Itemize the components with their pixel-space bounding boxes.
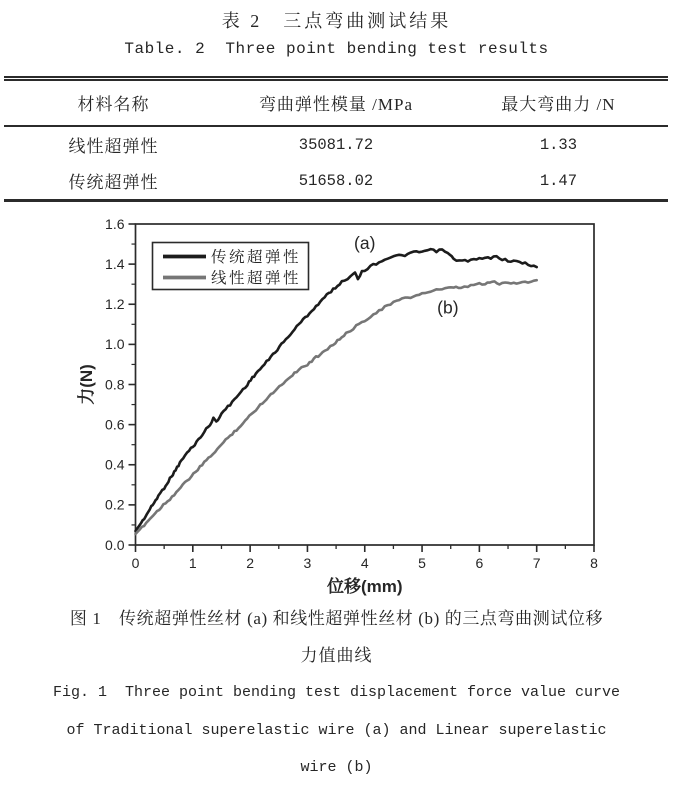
figure-caption-en-line1: Fig. 1 Three point bending test displacement force value curve [52, 684, 621, 701]
material-name-cell: 传统超弹性 [68, 173, 159, 192]
x-tick-label: 7 [532, 555, 541, 571]
x-tick-label: 3 [303, 555, 312, 571]
y-tick-label: 0.2 [105, 496, 125, 513]
table-title-en: Table. 2 Three point bending test results [124, 40, 549, 58]
figure-caption-en-line3: wire (b) [300, 759, 373, 776]
y-tick-label: 1.0 [105, 336, 125, 353]
material-name-cell: 线性超弹性 [68, 137, 159, 156]
value-cell: 51658.02 [298, 171, 374, 190]
x-tick-label: 4 [360, 555, 369, 571]
x-tick-label: 5 [418, 555, 426, 571]
column-header: 最大弯曲力 /N [449, 79, 668, 127]
curve-traditional-superelastic [136, 249, 537, 531]
column-header: 材料名称 [4, 79, 223, 127]
curve-linear-superelastic [136, 280, 537, 534]
y-tick-label: 0.0 [105, 536, 125, 553]
x-tick-label: 0 [131, 555, 140, 571]
x-tick-label: 2 [246, 555, 255, 571]
curve-annotation: (b) [437, 297, 459, 318]
column-header: 弯曲弹性模量 /MPa [223, 79, 449, 127]
bending-results-table-wrap [4, 76, 668, 202]
table-title-cn: 表 2 三点弯曲测试结果 [221, 11, 452, 31]
value-cell: 35081.72 [298, 135, 374, 154]
y-tick-label: 1.6 [105, 215, 125, 232]
y-tick-label: 0.4 [105, 456, 125, 473]
table-header-row [4, 79, 668, 127]
bending-test-chart [0, 195, 673, 605]
x-tick-label: 6 [475, 555, 484, 571]
x-tick-label: 1 [188, 555, 197, 571]
y-axis-label: 力(N) [77, 364, 96, 405]
curve-annotation: (a) [354, 233, 376, 254]
x-tick-label: 8 [590, 555, 598, 571]
figure-caption-en-line2: of Traditional superelastic wire (a) and Linear superelastic [66, 722, 607, 739]
figure-caption-cn-line2: 力值曲线 [300, 646, 373, 665]
legend-entry-label: 传统超弹性 [211, 249, 302, 266]
table-body [4, 126, 668, 201]
value-cell: 1.47 [539, 171, 578, 190]
y-tick-label: 1.4 [105, 255, 125, 272]
bending-results-table [4, 76, 668, 202]
y-tick-label: 0.8 [105, 376, 125, 393]
x-axis-label: 位移(mm) [326, 577, 403, 596]
figure-caption-cn-line1: 图 1 传统超弹性丝材 (a) 和线性超弹性丝材 (b) 的三点弯曲测试位移 [69, 609, 604, 628]
legend [153, 243, 309, 290]
value-cell: 1.33 [539, 135, 578, 154]
table-row [4, 126, 668, 163]
y-tick-label: 0.6 [105, 416, 125, 433]
legend-entry-label: 线性超弹性 [211, 270, 302, 287]
y-tick-label: 1.2 [105, 296, 125, 313]
